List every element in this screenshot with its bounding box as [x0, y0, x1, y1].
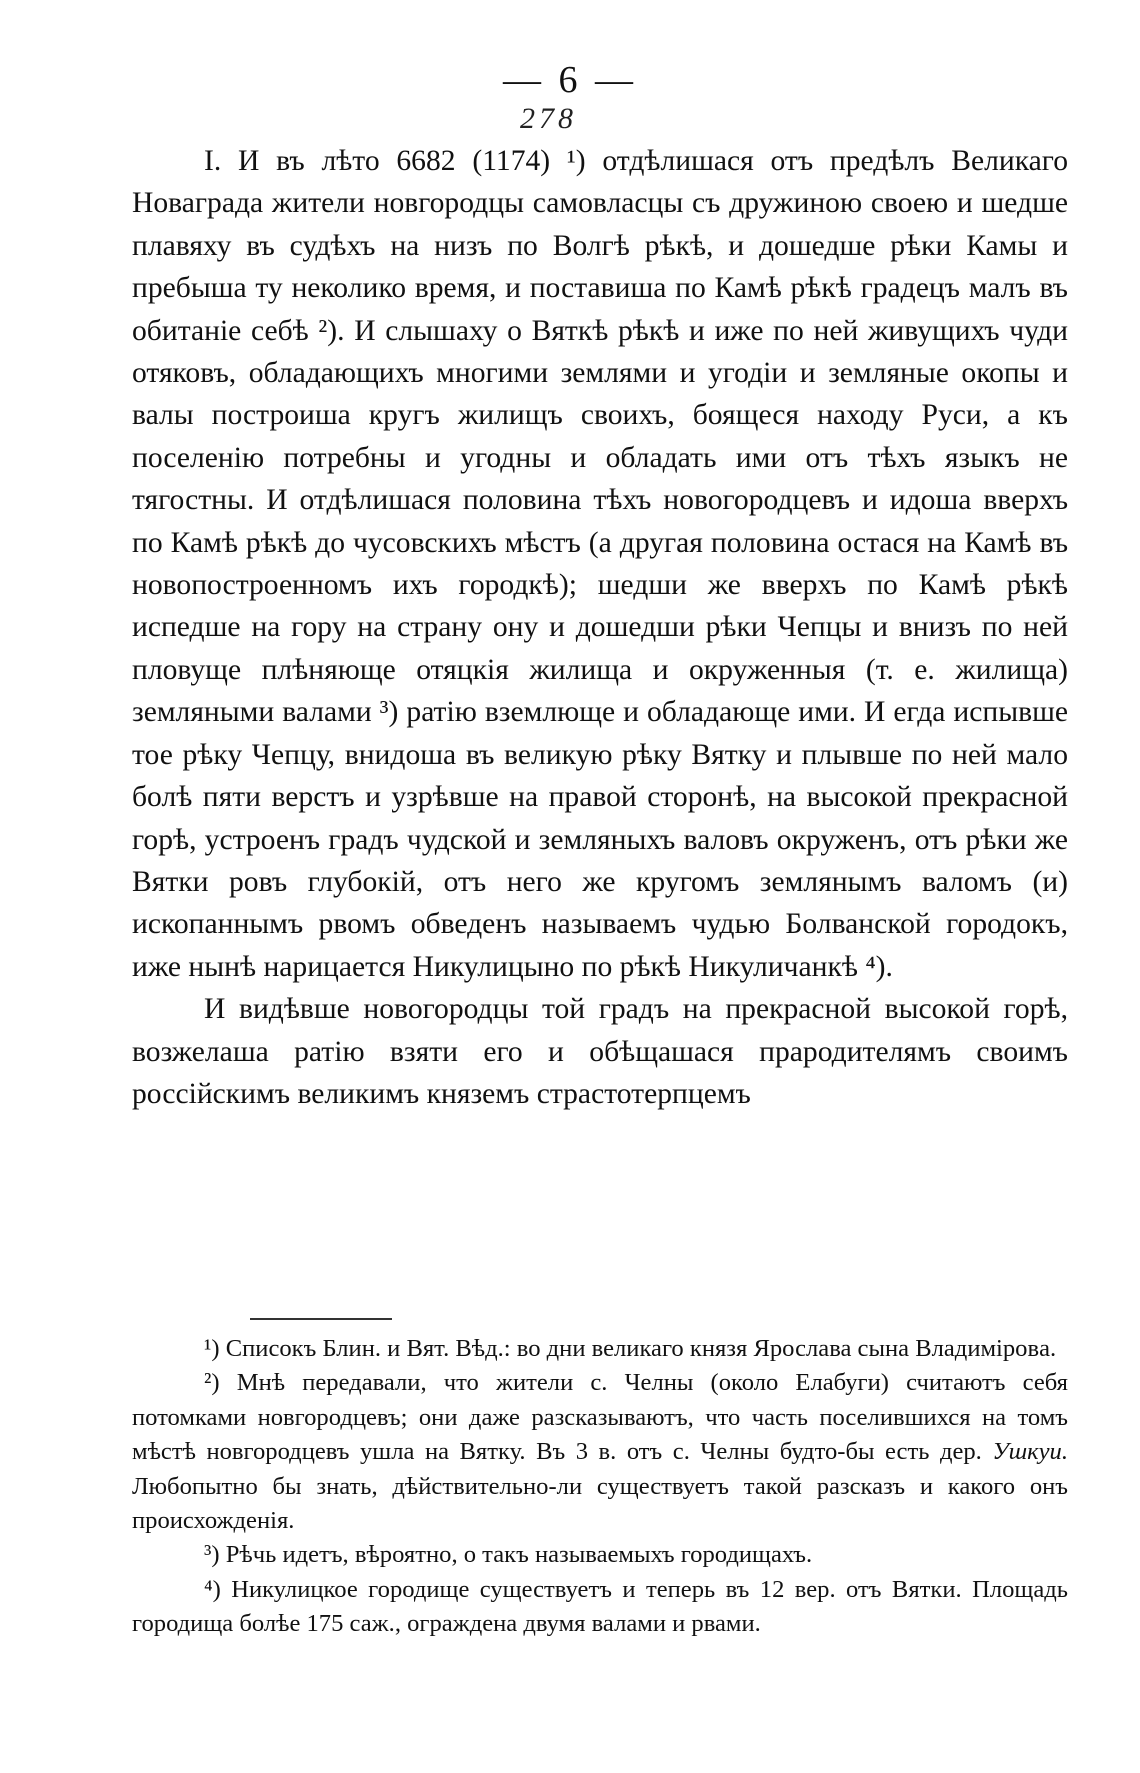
- footnotes: [132, 1332, 1068, 1642]
- footnote-text: ²) Мнѣ передавали, что жители с. Челны (около Елабуги) считаютъ себя потомками новгородцевъ; они даже разсказываютъ, что часть поселившихся на томъ мѣстѣ новгородцевъ ушла на Вятку. Въ 3 в. отъ с. Челны будто-бы есть дер.: [132, 1369, 1068, 1466]
- footnote: [132, 1538, 1068, 1572]
- footnote-text: ³) Рѣчь идетъ, вѣроятно, о такъ называемыхъ городищахъ.: [204, 1541, 813, 1569]
- paragraph: И видѣвше новогородцы той градъ на прекрасной высокой горѣ, возжелаша ратію взяти его и обѣщашася прародителямъ своимъ россійскимъ великимъ княземъ страстотерпцемъ: [132, 993, 1068, 1110]
- footnote-text: ¹) Списокъ Блин. и Вят. Вѣд.: во дни великаго князя Ярослава сына Владиміровa.: [204, 1335, 1057, 1362]
- footnote: [132, 1573, 1068, 1642]
- footnote: [132, 1366, 1068, 1538]
- footnote: [132, 1332, 1068, 1366]
- handwritten-annotation: 278: [520, 102, 577, 135]
- footnote-text: Любопытно бы знать, дѣйствительно-ли существуетъ такой разсказъ и какого онъ происхожденія.: [132, 1472, 1068, 1535]
- footnote-italic-text: Ушкуи.: [992, 1438, 1068, 1466]
- page-number: — 6 —: [503, 59, 637, 101]
- paragraph: I. И въ лѣто 6682 (1174) ¹) отдѣлишася отъ предѣлъ Великаго Новаграда жители новгородцы самовласцы съ дружиною своею и шедше плавяху въ судѣхъ на низъ по Волгѣ рѣкѣ, и дошедше рѣки Камы и пребыша ту неколико время, и поставиша по Камѣ рѣкѣ градецъ малъ въ обитаніе себѣ ²). И слышаху о Вяткѣ рѣкѣ и иже по ней живущихъ чуди отяковъ, обладающихъ многими землями и угодіи и земляные окопы и валы построиша кругъ жилищъ своихъ, боящеся находу Руси, а къ поселенію потребны и угодны и обладать ими отъ тѣхъ языкъ не тягостны. И отдѣлишася половина тѣхъ новогородцевъ и идоша вверхъ по Камѣ рѣкѣ до чусовскихъ мѣстъ (а другая половина остася на Камѣ въ новопостроенномъ ихъ городкѣ); шедши же вверхъ по Камѣ рѣкѣ испедше на гору на страну ону и дошедши рѣки Чепцы и внизъ по ней пловуще плѣняюще отяцкія жилища и окруженныя (т. е. жилища) земляными валами ³) ратію вземлюще и обладающе ими. И егда испывше тое рѣку Чепцу, внидоша въ великую рѣку Вятку и плывше по ней мало болѣ пяти верстъ и узрѣвше на правой сторонѣ, на высокой прекрасной горѣ, устроенъ градъ чудской и земляныхъ валовъ окруженъ, отъ рѣки же Вятки ровъ глубокій, отъ него же кругомъ землянымъ валомъ (и) ископаннымъ рвомъ обведенъ называемъ чудью Болванской городокъ, иже нынѣ нарицается Никулицыно по рѣкѣ Никуличанкѣ ⁴).: [132, 145, 1068, 983]
- main-text: [132, 140, 1068, 1115]
- footnote-text: ⁴) Никулицкое городище существуетъ и теперь въ 12 вер. отъ Вятки. Площадь городища болѣе 175 саж., ограждена двумя валами и рвами.: [132, 1575, 1068, 1638]
- footnote-divider: [250, 1318, 392, 1320]
